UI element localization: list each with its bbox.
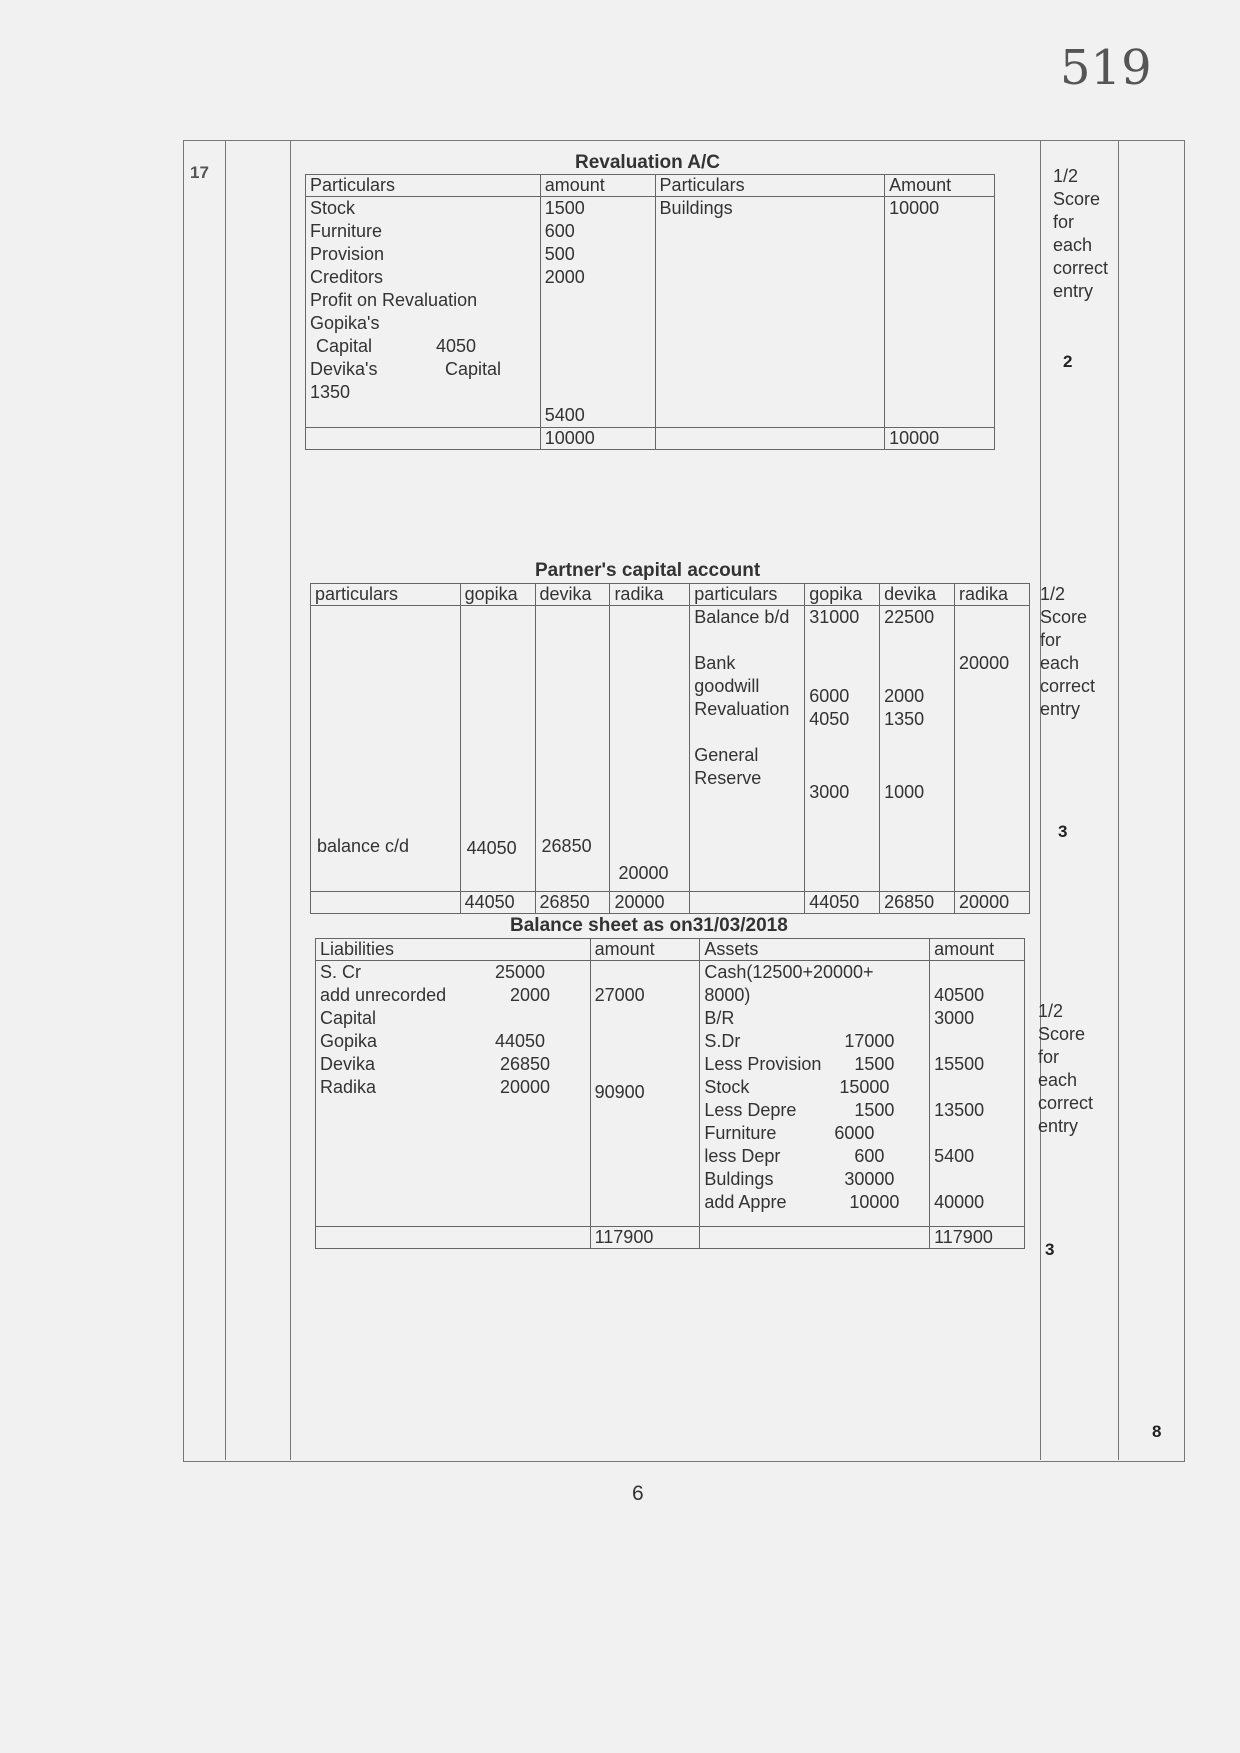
liab-row	[320, 961, 586, 984]
revaluation-header-row	[306, 175, 995, 197]
balance-sheet-mark: 3	[1045, 1240, 1055, 1259]
debit-item: Provision	[310, 244, 385, 264]
capital-body	[311, 606, 1030, 892]
asset-row	[704, 1076, 925, 1099]
header-radika: radika	[955, 584, 1030, 606]
credit-total: 10000	[885, 428, 995, 450]
score-text: each	[1040, 653, 1080, 673]
credit-gopika-value: 3000	[809, 782, 850, 802]
score-text: for	[1038, 1047, 1060, 1067]
liab-row	[320, 1053, 586, 1076]
score-text: 1/2	[1038, 1001, 1064, 1021]
partner-capital: 26850	[500, 1054, 551, 1074]
revaluation-total-row	[306, 428, 995, 450]
balance-sheet-table	[315, 938, 1025, 1249]
buildings-value: 30000	[844, 1169, 895, 1189]
spacer	[545, 289, 651, 404]
column-rule	[290, 140, 291, 1460]
capital-mark: 3	[1058, 822, 1068, 841]
br-label: B/R	[704, 1008, 735, 1028]
header-particulars: Particulars	[306, 175, 541, 197]
column-rule	[1040, 140, 1041, 1460]
balance-sheet-total-row	[316, 1227, 1025, 1249]
assets-column	[700, 961, 930, 1227]
stock-dep-label: Less Depre	[704, 1100, 797, 1120]
revaluation-table	[305, 174, 995, 450]
balance-cd-radika: 20000	[618, 863, 669, 883]
header-amount: amount	[930, 939, 1025, 961]
score-text: Score	[1038, 1024, 1086, 1044]
unrecorded-label: add unrecorded	[320, 985, 447, 1005]
header-liabilities: Liabilities	[316, 939, 591, 961]
credit-radika	[955, 606, 1030, 892]
header-assets: Assets	[700, 939, 930, 961]
unrecorded-value: 2000	[510, 985, 551, 1005]
assets-amounts	[930, 961, 1025, 1227]
score-text: for	[1040, 630, 1062, 650]
credit-amounts	[885, 197, 995, 428]
revaluation-body	[306, 197, 995, 428]
header-gopika: gopika	[805, 584, 880, 606]
debit-particulars	[306, 197, 541, 428]
credit-item: goodwill	[694, 676, 760, 696]
credit-devika-value: 1350	[884, 709, 925, 729]
header-amount: amount	[540, 175, 655, 197]
asset-row	[704, 1168, 925, 1191]
credit-item: Buildings	[659, 198, 733, 218]
provision-value: 1500	[854, 1054, 895, 1074]
score-text: for	[1053, 212, 1075, 232]
capital-total: 90900	[594, 1082, 645, 1102]
credit-devika	[880, 606, 955, 892]
scr-value: 25000	[495, 962, 546, 982]
debit-total-gopika: 44050	[460, 892, 535, 914]
scr-label: S. Cr	[320, 962, 362, 982]
gopika-share-label: Gopika's	[310, 313, 380, 333]
credit-gopika	[805, 606, 880, 892]
debit-radika	[610, 606, 690, 892]
asset-row	[704, 1145, 925, 1168]
credit-gopika-value: 6000	[809, 686, 850, 706]
partner-name: Devika	[320, 1054, 376, 1074]
debit-particulars	[311, 606, 461, 892]
debit-total-devika: 26850	[535, 892, 610, 914]
liabilities-amounts	[590, 961, 700, 1227]
debit-total: 10000	[540, 428, 655, 450]
capital-score-note	[1040, 583, 1095, 721]
score-text: entry	[1040, 699, 1081, 719]
devika-share-row	[310, 358, 536, 381]
credit-particulars	[655, 197, 885, 428]
debit-item: Furniture	[310, 221, 383, 241]
debit-amount: 500	[544, 244, 575, 264]
debit-amounts	[540, 197, 655, 428]
furniture-total: 5400	[934, 1146, 975, 1166]
question-number: 17	[190, 163, 209, 182]
asset-row	[704, 1122, 925, 1145]
br-total: 3000	[934, 1008, 975, 1028]
credit-radika-value: 20000	[959, 653, 1010, 673]
capital-header-row	[311, 584, 1030, 606]
stock-total: 13500	[934, 1100, 985, 1120]
debit-item: Profit on Revaluation	[310, 290, 478, 310]
asset-row	[704, 1030, 925, 1053]
liab-row	[320, 984, 586, 1007]
header-amount: Amount	[885, 175, 995, 197]
partner-capital: 44050	[495, 1031, 546, 1051]
asset-row	[704, 1053, 925, 1076]
partner-name: Gopika	[320, 1031, 378, 1051]
credit-item: Bank	[694, 653, 736, 673]
devika-capital-label: Capital	[445, 359, 502, 379]
header-amount: amount	[590, 939, 700, 961]
column-rule	[1118, 140, 1119, 1460]
score-text: each	[1053, 235, 1093, 255]
buildings-label: Buldings	[704, 1169, 774, 1189]
appreciation-value: 10000	[849, 1192, 900, 1212]
balance-cd-label: balance c/d	[317, 836, 410, 856]
credit-item: Revaluation	[694, 699, 790, 719]
balance-cd-gopika: 44050	[466, 838, 517, 858]
credit-item: General Reserve	[694, 745, 762, 788]
cash-label: Cash(12500+20000+	[704, 962, 874, 982]
debit-item: Creditors	[310, 267, 384, 287]
profit-subtotal: 5400	[544, 405, 585, 425]
revaluation-score-note	[1053, 165, 1108, 303]
buildings-total: 40000	[934, 1192, 985, 1212]
capital-title: Partner's capital account	[535, 560, 761, 581]
asset-row	[704, 1191, 925, 1214]
furniture-dep-label: less Depr	[704, 1146, 781, 1166]
liabilities-column	[316, 961, 591, 1227]
balance-sheet-title: Balance sheet as on31/03/2018	[510, 915, 788, 936]
provision-label: Less Provision	[704, 1054, 822, 1074]
capital-total-row	[311, 892, 1030, 914]
handwritten-page-ref: 519	[1060, 40, 1152, 96]
stock-label: Stock	[704, 1077, 750, 1097]
header-particulars: particulars	[311, 584, 461, 606]
stock-value: 15000	[839, 1077, 890, 1097]
score-text: correct	[1038, 1093, 1094, 1113]
score-text: 1/2	[1053, 166, 1079, 186]
revaluation-title: Revaluation A/C	[575, 152, 720, 173]
score-text: entry	[1038, 1116, 1079, 1136]
score-text: 1/2	[1040, 584, 1066, 604]
furniture-dep-value: 600	[854, 1146, 885, 1166]
revaluation-mark: 2	[1063, 352, 1073, 371]
credit-devika-value: 22500	[884, 607, 935, 627]
credit-total-radika: 20000	[955, 892, 1030, 914]
score-text: entry	[1053, 281, 1094, 301]
appreciation-label: add Appre	[704, 1192, 787, 1212]
stock-dep-value: 1500	[854, 1100, 895, 1120]
header-gopika: gopika	[460, 584, 535, 606]
debit-devika	[535, 606, 610, 892]
sdr-value: 17000	[844, 1031, 895, 1051]
credit-devika-value: 1000	[884, 782, 925, 802]
total-mark: 8	[1152, 1422, 1162, 1441]
assets-total: 117900	[930, 1227, 1025, 1249]
debit-total-radika: 20000	[610, 892, 690, 914]
credit-total-gopika: 44050	[805, 892, 880, 914]
credit-devika-value: 2000	[884, 686, 925, 706]
debit-amount: 600	[544, 221, 575, 241]
partner-name: Radika	[320, 1077, 377, 1097]
cash-total: 40500	[934, 985, 985, 1005]
column-rule	[225, 140, 226, 1460]
partner-capital: 20000	[500, 1077, 551, 1097]
devika-share-amount: 1350	[310, 382, 351, 402]
header-devika: devika	[880, 584, 955, 606]
asset-row	[704, 1099, 925, 1122]
credit-gopika-value: 4050	[809, 709, 850, 729]
liabilities-total: 117900	[590, 1227, 700, 1249]
debit-amount: 1500	[544, 198, 585, 218]
credit-item: Balance b/d	[694, 607, 790, 627]
cash-label-cont: 8000)	[704, 985, 751, 1005]
balance-sheet-body	[316, 961, 1025, 1227]
balance-cd-devika: 26850	[541, 836, 592, 856]
credit-total-devika: 26850	[880, 892, 955, 914]
debit-gopika	[460, 606, 535, 892]
score-text: each	[1038, 1070, 1078, 1090]
balance-sheet-header-row	[316, 939, 1025, 961]
page-number: 6	[632, 1482, 644, 1505]
debit-amount: 2000	[544, 267, 585, 287]
balance-sheet-score-note	[1038, 1000, 1093, 1138]
credit-gopika-value: 31000	[809, 607, 860, 627]
score-text: Score	[1040, 607, 1088, 627]
capital-label: Capital	[320, 1008, 377, 1028]
creditors-total: 27000	[594, 985, 645, 1005]
liab-row	[320, 1076, 586, 1099]
capital-table	[310, 583, 1030, 914]
credit-amount: 10000	[889, 198, 940, 218]
liab-row	[320, 1030, 586, 1053]
header-radika: radika	[610, 584, 690, 606]
gopika-share-amount: 4050	[436, 336, 477, 356]
furniture-value: 6000	[834, 1123, 875, 1143]
header-particulars: particulars	[690, 584, 805, 606]
credit-particulars	[690, 606, 805, 892]
gopika-share-row	[310, 335, 536, 358]
score-text: correct	[1040, 676, 1096, 696]
gopika-capital-label: Capital	[316, 336, 373, 356]
furniture-label: Furniture	[704, 1123, 777, 1143]
score-text: Score	[1053, 189, 1101, 209]
devika-share-label: Devika's	[310, 359, 378, 379]
header-particulars: Particulars	[655, 175, 885, 197]
debit-item: Stock	[310, 198, 356, 218]
sdr-total: 15500	[934, 1054, 985, 1074]
sdr-label: S.Dr	[704, 1031, 741, 1051]
score-text: correct	[1053, 258, 1109, 278]
header-devika: devika	[535, 584, 610, 606]
